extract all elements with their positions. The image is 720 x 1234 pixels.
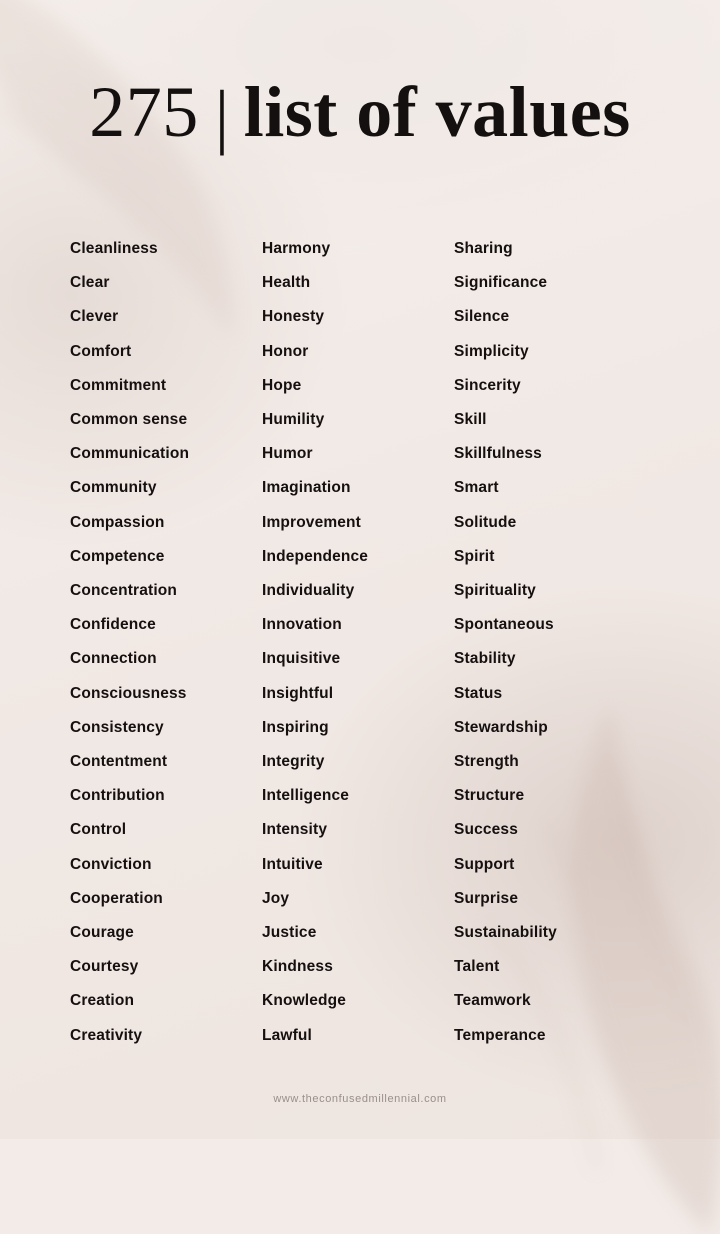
list-item: Intuitive <box>262 855 323 873</box>
list-item: Surprise <box>454 889 519 907</box>
list-item: Imagination <box>262 479 351 497</box>
list-item: Courage <box>70 924 134 942</box>
list-item: Compassion <box>70 513 165 531</box>
list-item: Commitment <box>70 376 167 394</box>
values-list <box>70 232 672 1053</box>
list-item: Skillfulness <box>454 445 542 463</box>
list-item: Consistency <box>70 718 164 736</box>
list-item: Innovation <box>262 616 342 634</box>
list-item: Silence <box>454 308 510 326</box>
values-column-1 <box>70 232 262 1053</box>
list-item: Humor <box>262 445 313 463</box>
list-item: Connection <box>70 650 157 668</box>
list-item: Spirit <box>454 547 495 565</box>
list-item: Honor <box>262 342 309 360</box>
list-item: Comfort <box>70 342 132 360</box>
list-item: Competence <box>70 547 165 565</box>
list-item: Sharing <box>454 240 513 257</box>
list-item: Hope <box>262 376 302 394</box>
list-item: Temperance <box>454 1026 546 1044</box>
list-item: Simplicity <box>454 342 529 360</box>
list-item: Strength <box>454 753 519 771</box>
list-item: Stewardship <box>454 718 548 736</box>
list-item: Contentment <box>70 753 168 771</box>
list-item: Contribution <box>70 787 165 805</box>
list-item: Joy <box>262 889 290 907</box>
values-column-2 <box>262 232 454 1053</box>
title-separator: | <box>214 76 230 156</box>
list-item: Spirituality <box>454 582 536 600</box>
list-item: Status <box>454 684 503 702</box>
list-item: Independence <box>262 547 369 565</box>
list-item: Harmony <box>262 240 331 257</box>
values-column-3 <box>454 232 654 1053</box>
list-item: Sustainability <box>454 924 557 942</box>
list-item: Lawful <box>262 1026 312 1044</box>
list-item: Courtesy <box>70 958 139 976</box>
list-item: Intensity <box>262 821 328 839</box>
list-item: Humility <box>262 411 325 429</box>
list-item: Clever <box>70 308 119 326</box>
list-item: Honesty <box>262 308 325 326</box>
list-item: Structure <box>454 787 525 805</box>
list-item: Consciousness <box>70 684 187 702</box>
list-item: Intelligence <box>262 787 350 805</box>
list-item: Clear <box>70 274 110 292</box>
page-title <box>0 72 720 156</box>
list-item: Creation <box>70 992 135 1010</box>
title-number: 275 <box>89 72 199 152</box>
list-item: Communication <box>70 445 190 463</box>
list-item: Improvement <box>262 513 361 531</box>
list-item: Confidence <box>70 616 156 634</box>
list-item: Control <box>70 821 127 839</box>
list-item: Cleanliness <box>70 240 158 257</box>
list-item: Conviction <box>70 855 152 873</box>
list-item: Inspiring <box>262 718 329 736</box>
list-item: Insightful <box>262 684 334 702</box>
list-item: Smart <box>454 479 499 497</box>
list-item: Sincerity <box>454 376 521 394</box>
list-item: Concentration <box>70 582 178 600</box>
list-item: Support <box>454 855 515 873</box>
list-item: Stability <box>454 650 516 668</box>
list-item: Significance <box>454 274 548 292</box>
list-item: Knowledge <box>262 992 347 1010</box>
title-text: list of values <box>243 72 631 152</box>
list-item: Health <box>262 274 311 292</box>
list-item: Integrity <box>262 753 325 771</box>
list-item: Spontaneous <box>454 616 554 634</box>
list-item: Skill <box>454 411 487 429</box>
list-item: Solitude <box>454 513 517 531</box>
footer-url: www.theconfusedmillennial.com <box>273 1093 447 1105</box>
list-item: Inquisitive <box>262 650 341 668</box>
list-item: Community <box>70 479 157 497</box>
list-item: Individuality <box>262 582 355 600</box>
list-item: Creativity <box>70 1026 143 1044</box>
list-item: Talent <box>454 958 500 976</box>
list-item: Kindness <box>262 958 333 976</box>
list-item: Teamwork <box>454 992 531 1010</box>
list-item: Common sense <box>70 411 188 429</box>
list-item: Justice <box>262 924 317 942</box>
list-item: Success <box>454 821 518 839</box>
list-item: Cooperation <box>70 889 163 907</box>
